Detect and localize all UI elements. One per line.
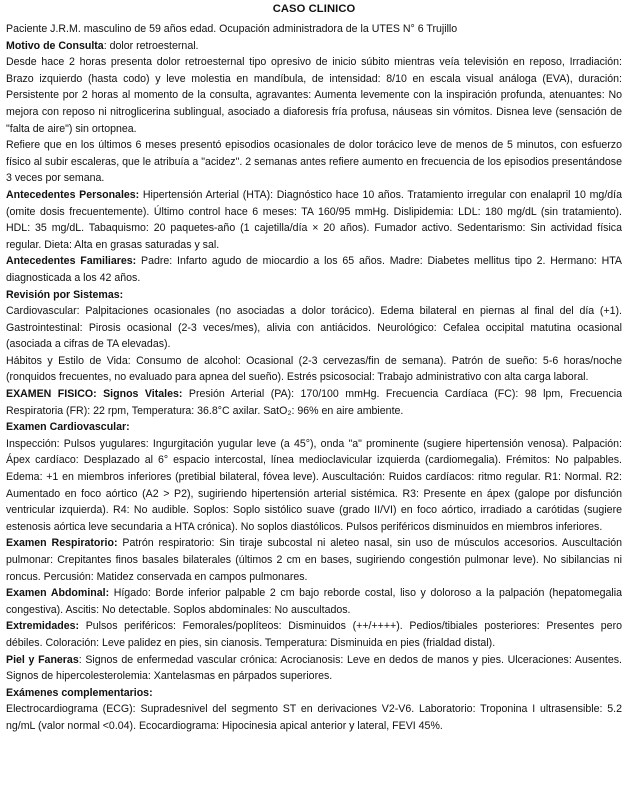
- skin-exam: [6, 652, 622, 685]
- prior-episodes-paragraph: Refiere que en los últimos 6 meses presentó episodios ocasionales de dolor torácico leve de menos de 5 minutos, con esfuerzo físico al subir escaleras, que le atribuía a "acidez". 2 semanas antes refiere aumento en frecuencia de los episodios presentándose 3 veces por semana.: [6, 139, 622, 185]
- skin-exam-text: : Signos de enfermedad vascular crónica: Acrocianosis: Leve en dedos de manos y pies. Ulceraciones: Ausentes. Signos de hipercolesterolemia: Xantelasmas en párpados superiores.: [6, 653, 622, 683]
- complementary-exams-text: Electrocardiograma (ECG): Supradesnivel del segmento ST en derivaciones V2-V6. Laboratorio: Troponina I ultrasensible: 5.2 ng/mL (valor normal <0.04). Ecocardiograma: Hipocinesia apical anterior y lateral, FEVI 45%.: [6, 703, 622, 732]
- family-history: [6, 253, 622, 286]
- personal-history-heading: Antecedentes Personales:: [6, 188, 140, 201]
- patient-identification: Paciente J.R.M. masculino de 59 años edad. Ocupación administradora de la UTES N° 6 Trujillo: [6, 23, 458, 35]
- systems-review-text: Cardiovascular: Palpitaciones ocasionales (no asociadas a dolor torácico). Edema bilateral en piernas al final del día (+1). Gastrointestinal: Pirosis ocasional (2-3 veces/mes), alivia con antiácidos. Neurológico: Cefalea occipital matutina ocasional (asociada a cifras de TA elevadas).: [6, 305, 622, 351]
- respiratory-exam-heading: Examen Respiratorio:: [6, 537, 118, 550]
- vital-signs: [6, 386, 622, 419]
- cardiovascular-exam-heading: Examen Cardiovascular:: [6, 421, 130, 434]
- extremities-exam-heading: Extremidades:: [6, 620, 80, 633]
- abdominal-exam: [6, 585, 622, 618]
- vital-signs-text: Presión Arterial (PA): 170/100 mmHg. Frecuencia Cardíaca (FC): 98 lpm, Frecuencia Respiratoria (FR): 22 rpm, Temperatura: 36.8°C axilar. SatO₂: 96% en aire ambiente.: [6, 388, 622, 417]
- cardiovascular-exam-text: Inspección: Pulsos yugulares: Ingurgitación yugular leve (a 45°), onda "a" prominente (sugiere hipertensión venosa). Palpación: Ápex cardíaco: Desplazado al 6° espacio intercostal, línea medioclavicular izquierda (cardiomegalia). Frémitos: No palpables. Edema: +1 en miembros inferiores (pretibial bilateral, fóvea leve). Auscultación: Ruidos cardíacos: ritmo regular. R1: Normal. R2: Aumentado en foco aórtico (A2 > P2), sugiriendo hipertensión arterial sistémica. R3: Presente en ápex (galope por disfunción ventricular izquierda). R4: No audible. Soplos: Soplo sistólico suave (grado II/VI) en foco aórtico, irradiado a carótidas (sugiere estenosis aórtica leve secundaria a HTA crónica). No soplos diastólicos. Pulsos periféricos disminuidos en miembros inferiores.: [6, 437, 622, 533]
- chief-complaint-text: : dolor retroesternal.: [103, 39, 199, 52]
- respiratory-exam-text: Patrón respiratorio: Sin tiraje subcostal ni aleteo nasal, sin uso de músculos accesorios. Auscultación pulmonar: Crepitantes finos basales bilaterales (últimos 2 cm en bases, sugiriendo congestión pulmonar leve). No sibilancias ni roncus. Percusión: Matidez conservada en campos pulmonares.: [6, 537, 622, 583]
- abdominal-exam-text: Hígado: Borde inferior palpable 2 cm bajo reborde costal, liso y doloroso a la palpación (hepatomegalia congestiva). Ascitis: No detectable. Soplos abdominales: No auscultados.: [6, 587, 622, 616]
- family-history-text: Padre: Infarto agudo de miocardio a los 65 años. Madre: Diabetes mellitus tipo 2. Hermano: HTA diagnosticada a los 42 años.: [6, 255, 622, 284]
- complementary-exams-heading: Exámenes complementarios:: [6, 686, 153, 699]
- systems-review-heading: Revisión por Sistemas:: [6, 288, 124, 301]
- extremities-exam-text: Pulsos periféricos: Femorales/poplíteos: Disminuidos (++/++++). Pedios/tibiales posteriores: Presentes pero débiles. Coloración: Leve palidez en pies, sin cianosis. Temperatura: Disminuida en pies (frialdad distal).: [6, 620, 622, 649]
- lifestyle-habits: Hábitos y Estilo de Vida: Consumo de alcohol: Ocasional (2-3 cervezas/fin de semana). Patrón de sueño: 5-6 horas/noche (ronquidos frecuentes, no evaluado para apnea del sueño). Estrés psicosocial: Trabajo administrativo con alta carga laboral.: [6, 354, 622, 384]
- personal-history: [6, 187, 622, 253]
- personal-history-text: Hipertensión Arterial (HTA): Diagnóstico hace 10 años. Tratamiento irregular con enalapril 10 mg/día (omite dosis frecuentemente). Último control hace 6 meses: TA 160/95 mmHg. Dislipidemia: LDL: 180 mg/dL (sin tratamiento). HDL: 35 mg/dL. Tabaquismo: 20 paquetes-año (1 cajetilla/día × 20 años). Fumador activo. Sedentarismo: Sin actividad física regular. Dieta: Alta en grasas saturadas y sal.: [6, 188, 622, 251]
- document-title: CASO CLINICO: [272, 3, 356, 15]
- skin-exam-heading: Piel y Faneras: [6, 653, 79, 666]
- respiratory-exam: [6, 535, 622, 585]
- vital-signs-heading: EXAMEN FISICO: Signos Vitales:: [6, 388, 183, 401]
- family-history-heading: Antecedentes Familiares:: [6, 255, 137, 268]
- extremities-exam: [6, 618, 622, 651]
- abdominal-exam-heading: Examen Abdominal:: [6, 587, 110, 600]
- chief-complaint: [6, 38, 622, 55]
- current-illness-paragraph: Desde hace 2 horas presenta dolor retroesternal tipo opresivo de inicio súbito mientras veía televisión en reposo, Irradiación: Brazo izquierdo (hasta codo) y leve molestia en mandíbula, de intensidad: 8/10 en escala visual análoga (EVA), duración: Persistente por 2 horas al momento de la consulta, agravantes: Aumenta levemente con la inspiración profunda, atenuantes: No mejora con reposo ni nitroglicerina sublingual, asociado a diaforesis fría profusa, náuseas sin vómitos. Disnea leve (sensación de "falta de aire") sin ortopnea.: [6, 56, 622, 135]
- chief-complaint-heading: Motivo de Consulta: [6, 39, 104, 52]
